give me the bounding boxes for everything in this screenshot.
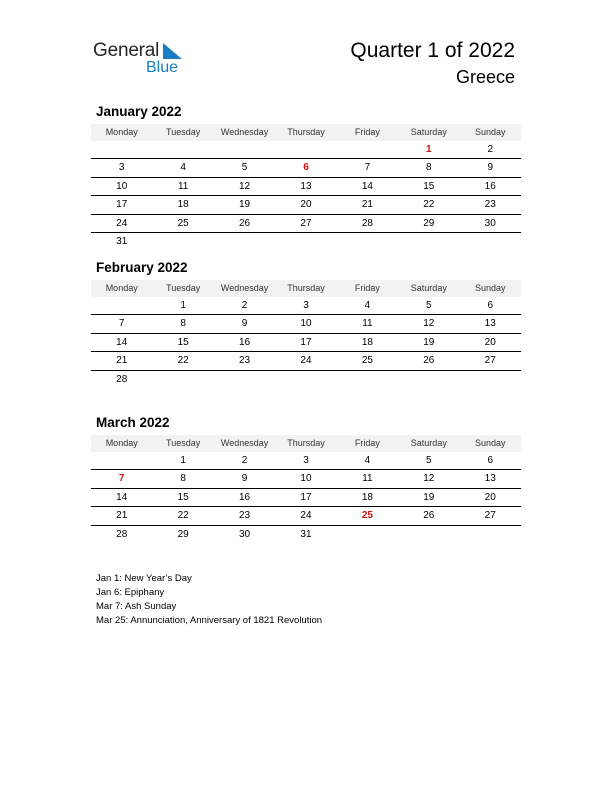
day-cell: 27 — [300, 217, 312, 229]
page-title: Quarter 1 of 2022 — [350, 39, 515, 62]
weekday-label: Saturday — [410, 283, 447, 293]
day-cell: 20 — [300, 199, 312, 211]
empty-cell — [91, 452, 152, 469]
day-cell: 27 — [484, 510, 496, 522]
weekday-label: Friday — [354, 283, 380, 293]
weekday-header — [91, 435, 521, 452]
calendar-grid — [91, 141, 521, 250]
week-row — [91, 470, 521, 488]
day-cell: 4 — [364, 300, 371, 311]
day-cell: 8 — [180, 473, 186, 485]
day-cell: 21 — [361, 199, 373, 211]
empty-cell — [275, 371, 336, 388]
country-name: Greece — [455, 67, 515, 87]
weekday-label: Tuesday — [166, 283, 201, 293]
weekday-label: Monday — [105, 438, 138, 448]
day-cell: 31 — [116, 235, 128, 247]
logo-word-general: General — [93, 40, 160, 61]
day-cell: 3 — [303, 300, 309, 311]
empty-cell — [398, 371, 459, 388]
day-cell: 17 — [300, 491, 312, 503]
week-row — [91, 196, 521, 214]
day-cell: 27 — [484, 355, 496, 367]
day-cell: 18 — [361, 336, 373, 348]
day-cell: 5 — [426, 300, 432, 311]
empty-cell — [460, 233, 521, 250]
week-row — [91, 215, 521, 233]
day-cell: 28 — [116, 373, 128, 385]
weekday-header — [91, 124, 521, 141]
day-cell: 19 — [238, 199, 251, 211]
day-cell: 6 — [487, 455, 494, 466]
month-january — [91, 103, 521, 250]
day-cell: 13 — [484, 473, 496, 485]
weekday-label: Thursday — [287, 438, 325, 448]
day-cell: 15 — [177, 336, 189, 348]
day-cell: 1 — [426, 144, 432, 155]
empty-cell — [460, 526, 521, 543]
empty-cell — [398, 233, 459, 250]
weekday-label: Wednesday — [220, 438, 269, 448]
day-cell: 23 — [238, 355, 251, 367]
empty-cell — [398, 526, 459, 543]
day-cell: 12 — [423, 473, 435, 485]
month-title: March 2022 — [96, 415, 170, 430]
empty-cell — [152, 141, 213, 158]
empty-cell — [91, 141, 152, 158]
day-cell: 2 — [241, 300, 248, 311]
day-cell: 26 — [238, 217, 251, 229]
day-cell: 2 — [241, 455, 248, 466]
week-row — [91, 334, 521, 352]
day-cell: 20 — [484, 336, 496, 348]
day-cell: 14 — [116, 336, 128, 348]
empty-cell — [460, 371, 521, 388]
day-cell: 23 — [238, 510, 251, 522]
day-cell: 10 — [300, 318, 312, 330]
week-row — [91, 507, 521, 525]
day-cell: 29 — [423, 217, 435, 229]
day-cell: 15 — [423, 180, 435, 192]
day-cell: 14 — [361, 180, 373, 192]
empty-cell — [275, 141, 336, 158]
holiday-notes — [96, 572, 322, 628]
week-row — [91, 352, 521, 370]
month-february — [91, 259, 521, 388]
empty-cell — [214, 233, 275, 250]
empty-cell — [337, 233, 398, 250]
day-cell: 26 — [423, 355, 435, 367]
day-cell: 9 — [241, 318, 248, 330]
day-cell: 25 — [177, 217, 189, 229]
day-cell: 21 — [116, 510, 128, 522]
weekday-label: Sunday — [474, 438, 506, 448]
week-row — [91, 489, 521, 507]
empty-cell — [91, 297, 152, 314]
week-row — [91, 526, 521, 543]
day-cell: 22 — [177, 355, 189, 367]
empty-cell — [337, 526, 398, 543]
calendar-grid — [91, 452, 521, 543]
calendar-grid — [91, 297, 521, 388]
week-row — [91, 297, 521, 315]
day-cell: 6 — [303, 162, 309, 174]
month-title: February 2022 — [96, 260, 188, 275]
day-cell: 22 — [177, 510, 189, 522]
day-cell: 10 — [300, 473, 312, 485]
holiday-note: Jan 6: Epiphany — [96, 587, 165, 598]
weekday-label: Friday — [354, 127, 380, 137]
day-cell: 20 — [484, 491, 496, 503]
empty-cell — [214, 371, 275, 388]
day-cell: 16 — [238, 491, 251, 503]
day-cell: 16 — [484, 180, 496, 192]
day-cell: 17 — [300, 336, 312, 348]
weekday-label: Thursday — [287, 127, 325, 137]
week-row — [91, 371, 521, 388]
day-cell: 13 — [300, 180, 312, 192]
weekday-label: Wednesday — [220, 127, 269, 137]
empty-cell — [337, 141, 398, 158]
day-cell: 9 — [241, 473, 248, 485]
day-cell: 30 — [484, 217, 496, 229]
day-cell: 18 — [361, 491, 373, 503]
week-row — [91, 233, 521, 250]
weekday-label: Thursday — [287, 283, 325, 293]
day-cell: 24 — [300, 355, 312, 367]
weekday-label: Saturday — [410, 127, 447, 137]
day-cell: 1 — [180, 300, 186, 311]
empty-cell — [214, 141, 275, 158]
week-row — [91, 452, 521, 470]
day-cell: 30 — [238, 528, 251, 540]
day-cell: 28 — [361, 217, 373, 229]
day-cell: 5 — [241, 162, 248, 174]
day-cell: 7 — [118, 318, 125, 330]
day-cell: 4 — [180, 162, 186, 174]
empty-cell — [152, 233, 213, 250]
weekday-header — [91, 280, 521, 297]
day-cell: 1 — [180, 455, 186, 466]
day-cell: 25 — [361, 355, 373, 367]
day-cell: 3 — [303, 455, 309, 466]
month-title: January 2022 — [96, 104, 182, 119]
day-cell: 18 — [177, 199, 189, 211]
day-cell: 23 — [484, 199, 496, 211]
weekday-label: Sunday — [474, 283, 506, 293]
month-march — [91, 414, 521, 543]
day-cell: 25 — [361, 510, 373, 522]
week-row — [91, 315, 521, 333]
day-cell: 8 — [180, 318, 186, 330]
day-cell: 8 — [426, 162, 432, 174]
week-row — [91, 141, 521, 159]
day-cell: 11 — [362, 473, 373, 485]
day-cell: 22 — [423, 199, 435, 211]
day-cell: 7 — [364, 162, 371, 174]
day-cell: 2 — [487, 144, 494, 155]
day-cell: 7 — [118, 473, 125, 485]
week-row — [91, 159, 521, 177]
day-cell: 16 — [238, 336, 251, 348]
logo — [93, 40, 193, 80]
holiday-note: Mar 25: Annunciation, Anniversary of 1821 Revolution — [96, 615, 323, 626]
empty-cell — [337, 371, 398, 388]
day-cell: 24 — [116, 217, 128, 229]
day-cell: 6 — [487, 300, 494, 311]
day-cell: 10 — [116, 180, 128, 192]
day-cell: 21 — [116, 355, 128, 367]
day-cell: 11 — [362, 318, 373, 330]
weekday-label: Friday — [354, 438, 380, 448]
day-cell: 24 — [300, 510, 312, 522]
day-cell: 15 — [177, 491, 189, 503]
day-cell: 26 — [423, 510, 435, 522]
empty-cell — [275, 233, 336, 250]
day-cell: 19 — [423, 336, 435, 348]
day-cell: 5 — [426, 455, 432, 466]
week-row — [91, 178, 521, 196]
day-cell: 4 — [364, 455, 371, 466]
day-cell: 17 — [116, 199, 128, 211]
logo-word-blue: Blue — [146, 59, 179, 76]
day-cell: 11 — [177, 180, 189, 192]
day-cell: 3 — [118, 162, 125, 174]
day-cell: 19 — [423, 491, 435, 503]
day-cell: 9 — [487, 162, 494, 174]
holiday-note: Mar 7: Ash Sunday — [96, 601, 177, 612]
weekday-label: Saturday — [410, 438, 447, 448]
weekday-label: Monday — [105, 283, 138, 293]
empty-cell — [152, 371, 213, 388]
day-cell: 29 — [177, 528, 189, 540]
weekday-label: Tuesday — [166, 438, 201, 448]
weekday-label: Sunday — [474, 127, 506, 137]
day-cell: 14 — [116, 491, 128, 503]
day-cell: 13 — [484, 318, 496, 330]
holiday-note: Jan 1: New Year’s Day — [96, 573, 192, 584]
weekday-label: Wednesday — [220, 283, 269, 293]
day-cell: 28 — [116, 528, 128, 540]
weekday-label: Monday — [105, 127, 138, 137]
weekday-label: Tuesday — [166, 127, 201, 137]
day-cell: 31 — [300, 528, 312, 540]
day-cell: 12 — [238, 180, 251, 192]
day-cell: 12 — [423, 318, 435, 330]
